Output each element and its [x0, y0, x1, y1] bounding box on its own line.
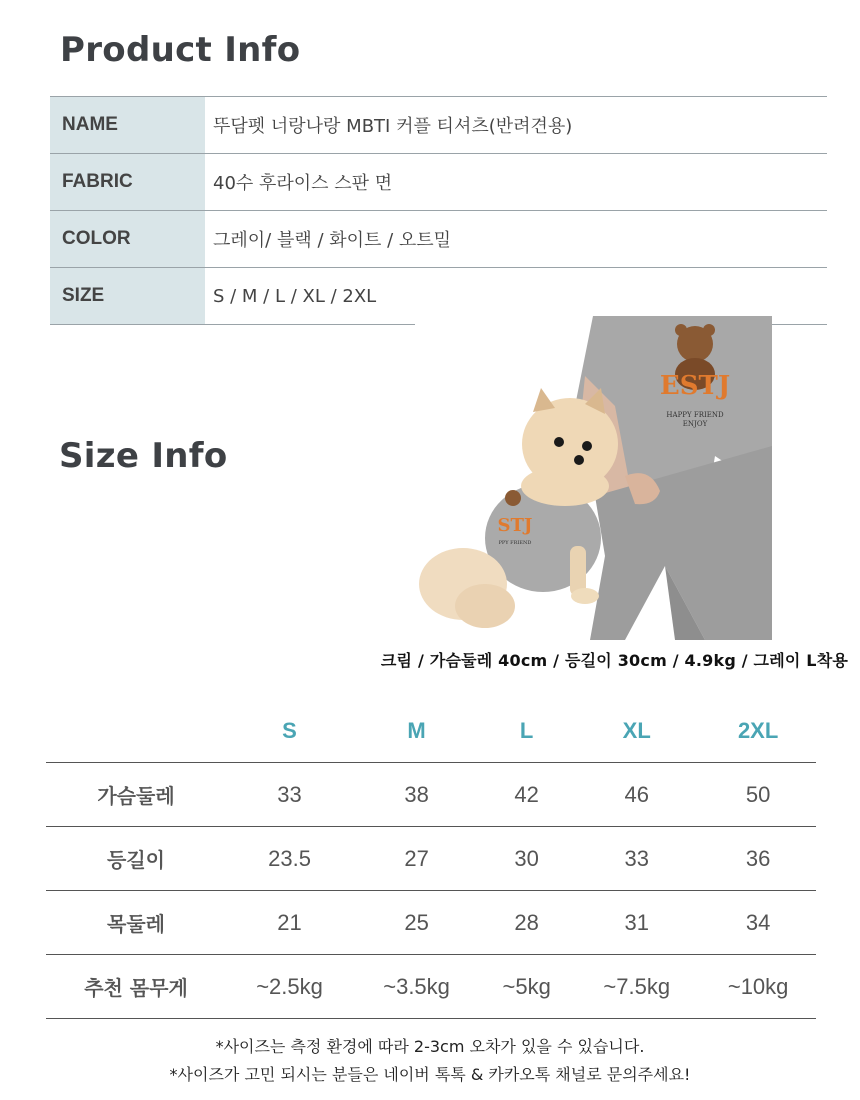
table-cell: 33 [573, 827, 700, 891]
table-cell: 34 [700, 891, 816, 955]
row-key: SIZE [50, 268, 205, 324]
table-cell: 30 [480, 827, 573, 891]
size-header: 2XL [700, 700, 816, 763]
size-note-tolerance: *사이즈는 측정 환경에 따라 2-3cm 오차가 있을 수 있습니다. [215, 1037, 645, 1056]
table-cell: ~2.5kg [226, 955, 353, 1019]
table-row [46, 827, 816, 891]
table-cell: 50 [700, 763, 816, 827]
table-cell: 28 [480, 891, 573, 955]
size-header: S [226, 700, 353, 763]
row-label: 등길이 [46, 827, 226, 891]
size-note-contact: *사이즈가 고민 되시는 분들은 네이버 톡톡 & 카카오톡 채널로 문의주세요! [169, 1065, 691, 1084]
table-cell: 23.5 [226, 827, 353, 891]
svg-text:ENJOY: ENJOY [682, 420, 708, 428]
size-table [46, 700, 816, 1019]
product-photo [415, 316, 772, 640]
table-cell: 36 [700, 827, 816, 891]
table-cell: ~10kg [700, 955, 816, 1019]
row-label: 목둘레 [46, 891, 226, 955]
size-info-title: Size Info [59, 436, 228, 476]
table-row [46, 955, 816, 1019]
row-key: NAME [50, 97, 205, 153]
table-cell: 25 [353, 891, 480, 955]
row-key: FABRIC [50, 154, 205, 210]
table-cell: 42 [480, 763, 573, 827]
product-info-row-name [50, 97, 827, 154]
photo-caption: 크림 / 가슴둘레 40cm / 등길이 30cm / 4.9kg / 그레이 L착용 [380, 651, 848, 670]
product-info-row-fabric [50, 154, 827, 211]
table-row [46, 891, 816, 955]
table-cell: 46 [573, 763, 700, 827]
empty-header [46, 700, 226, 763]
dog-and-owner-illustration [415, 316, 772, 640]
table-cell: 31 [573, 891, 700, 955]
size-table-header [46, 700, 816, 763]
size-header: L [480, 700, 573, 763]
row-value: S / M / L / XL / 2XL [213, 285, 377, 307]
product-info-title: Product Info [60, 30, 301, 70]
table-cell: ~3.5kg [353, 955, 480, 1019]
row-value: 뚜담펫 너랑나랑 MBTI 커플 티셔츠(반려견용) [213, 116, 573, 137]
svg-text:ESTJ: ESTJ [659, 371, 731, 401]
row-value: 그레이/ 블랙 / 화이트 / 오트밀 [213, 230, 452, 251]
row-value: 40수 후라이스 스판 면 [213, 173, 393, 194]
table-cell: 38 [353, 763, 480, 827]
table-cell: 33 [226, 763, 353, 827]
table-cell: 27 [353, 827, 480, 891]
table-cell: 21 [226, 891, 353, 955]
table-row [46, 763, 816, 827]
svg-text:STJ: STJ [497, 515, 533, 536]
row-label: 추천 몸무게 [46, 955, 226, 1019]
row-key: COLOR [50, 211, 205, 267]
row-label: 가슴둘레 [46, 763, 226, 827]
svg-text:HAPPY FRIEND: HAPPY FRIEND [666, 411, 724, 419]
svg-text:PPY FRIEND: PPY FRIEND [498, 540, 532, 546]
product-info-table [50, 96, 827, 325]
table-cell: ~7.5kg [573, 955, 700, 1019]
size-header: M [353, 700, 480, 763]
table-cell: ~5kg [480, 955, 573, 1019]
product-info-row-color [50, 211, 827, 268]
size-header: XL [573, 700, 700, 763]
